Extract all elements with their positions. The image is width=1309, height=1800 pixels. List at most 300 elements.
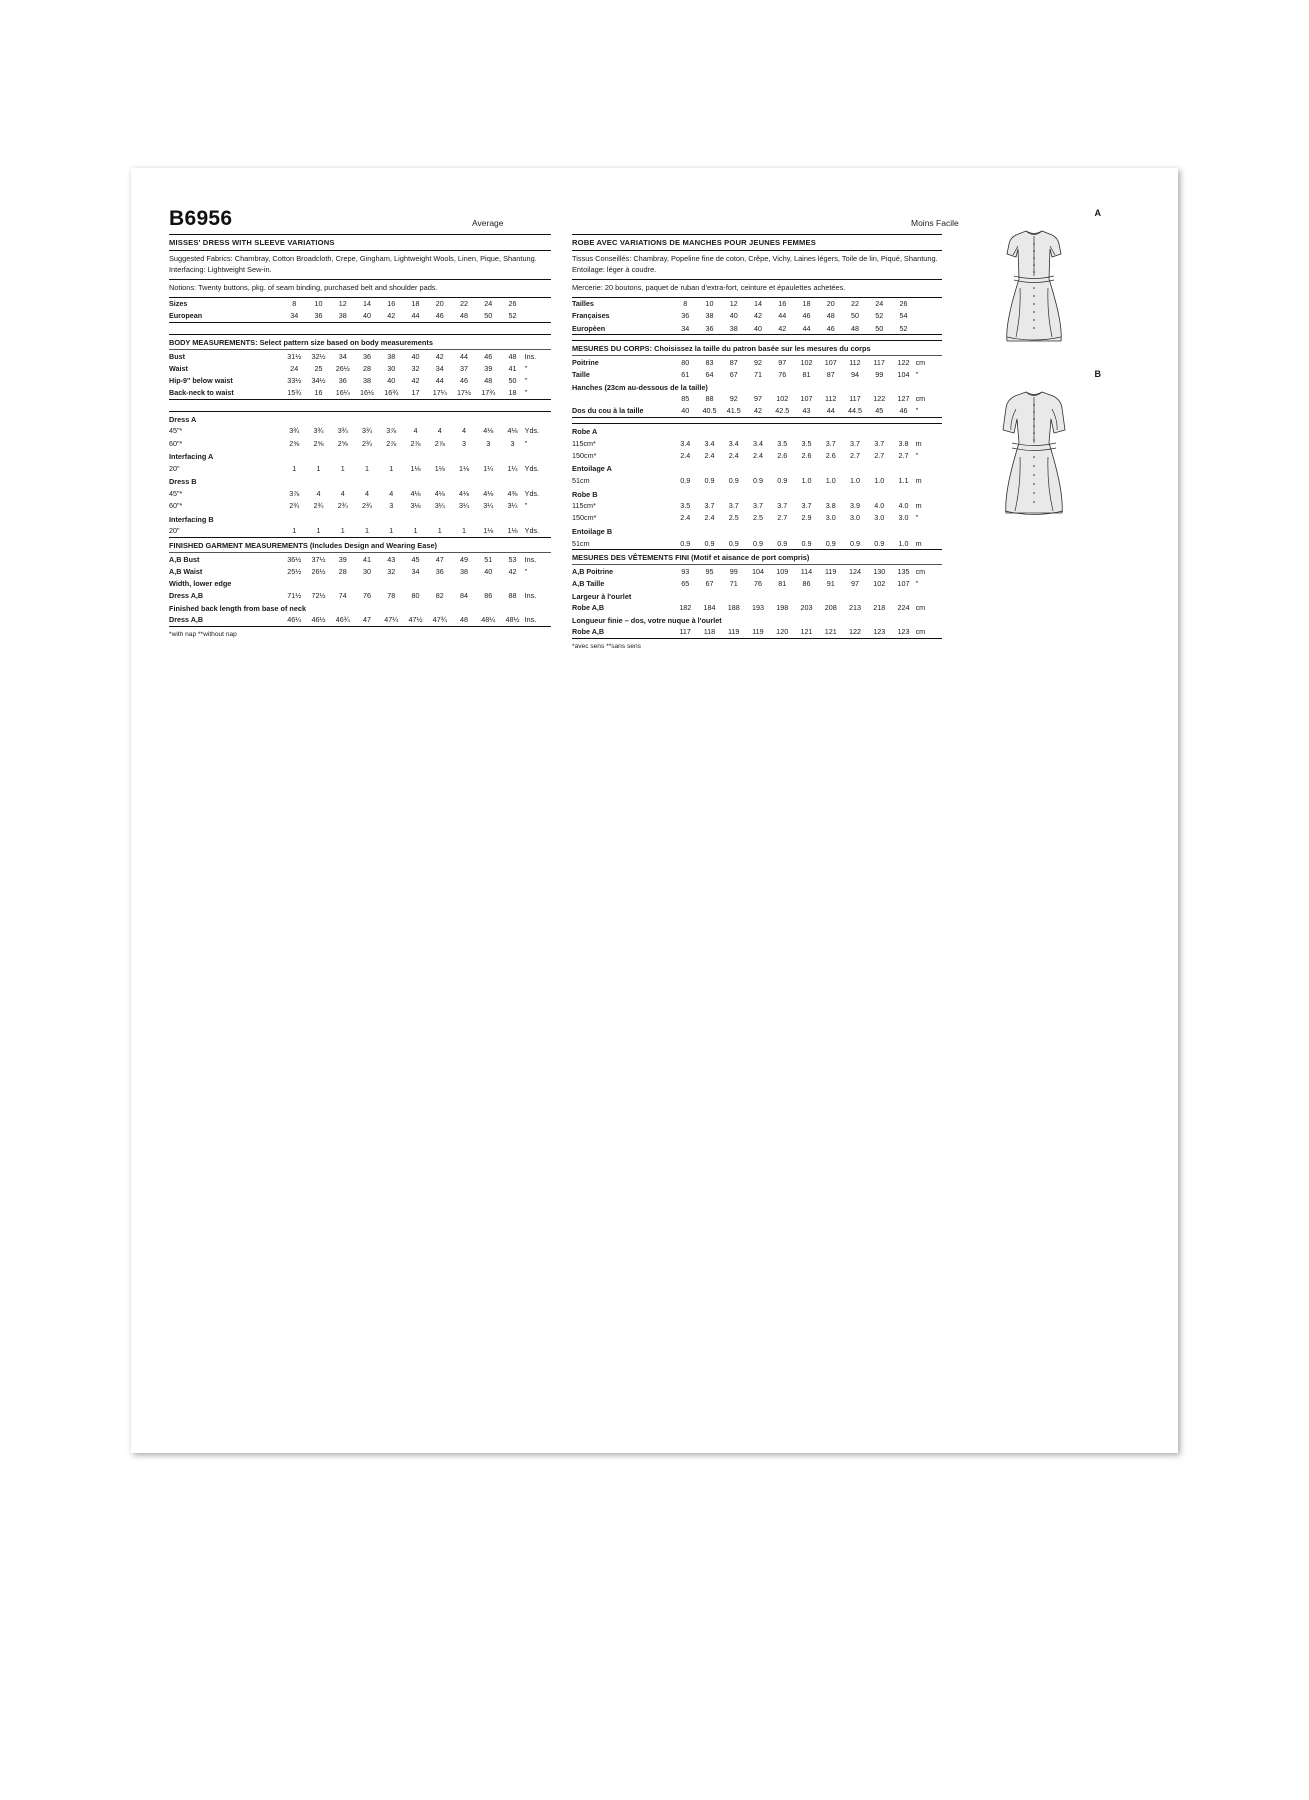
row-value: 2.6 <box>801 450 812 460</box>
row-value: 122 <box>897 357 910 367</box>
row-value: 208 <box>824 603 837 613</box>
row-value: 3⅛ <box>410 501 421 511</box>
row-value: 80 <box>681 357 690 367</box>
row-value: 48 <box>460 615 469 625</box>
row-value: 3⅞ <box>386 426 397 436</box>
row-value: 0.9 <box>704 475 715 485</box>
row-value: 4⅛ <box>483 426 494 436</box>
row-value: 41 <box>508 363 517 373</box>
row-value: 85 <box>681 394 690 404</box>
row-value: 2⅞ <box>386 438 397 448</box>
row-value: 42 <box>753 311 762 321</box>
table-row <box>572 537 942 549</box>
row-value: 15¾ <box>287 388 302 398</box>
row-value: 54 <box>899 311 908 321</box>
row-value: 78 <box>387 590 396 600</box>
row-unit: Yds. <box>524 426 540 436</box>
row-value: 3¾ <box>337 426 348 436</box>
row-value: 2.7 <box>874 450 885 460</box>
row-value: 1⅛ <box>483 526 494 536</box>
row-value: 47¾ <box>432 615 447 625</box>
table-row <box>169 462 551 474</box>
row-value: 3.4 <box>728 438 739 448</box>
figure-a <box>959 208 1109 353</box>
row-value: 2.6 <box>777 450 788 460</box>
row-value: 48 <box>850 323 859 333</box>
row-value: 39 <box>338 554 347 564</box>
row-value: 40.5 <box>702 406 717 416</box>
row-value: 36 <box>681 311 690 321</box>
row-value: 3.8 <box>898 438 909 448</box>
row-value: 3.7 <box>874 438 885 448</box>
divider <box>572 334 942 335</box>
row-value: 0.9 <box>874 538 885 548</box>
row-value: 99 <box>729 566 738 576</box>
row-value: 4⅛ <box>507 426 518 436</box>
row-value: 24 <box>290 363 299 373</box>
row-value: 3.4 <box>752 438 763 448</box>
row-label: 20" <box>169 463 180 473</box>
row-unit: " <box>915 370 919 380</box>
row-value: 4⅜ <box>507 488 518 498</box>
row-value: 42 <box>435 351 444 361</box>
row-value: 0.9 <box>752 475 763 485</box>
row-value: 4 <box>437 426 442 436</box>
row-value: 99 <box>875 370 884 380</box>
row-value: 1 <box>340 463 345 473</box>
row-value: 34 <box>435 363 444 373</box>
table-row <box>572 577 942 589</box>
table-row <box>572 626 942 638</box>
french-hip-table <box>572 393 942 417</box>
row-value: 38 <box>363 376 372 386</box>
row-value: 80 <box>411 590 420 600</box>
row-value: 52 <box>508 311 517 321</box>
row-value: 123 <box>897 627 910 637</box>
row-value: 46 <box>435 311 444 321</box>
row-unit: " <box>524 363 528 373</box>
table-row <box>572 310 942 322</box>
row-value: 40 <box>729 311 738 321</box>
row-value: 1.0 <box>898 538 909 548</box>
french-backlength-label: Longueur finie – dos, votre nuque à l'ourlet <box>572 615 722 625</box>
row-value: 1 <box>462 526 467 536</box>
row-value: 86 <box>802 578 811 588</box>
row-value: 94 <box>850 370 859 380</box>
row-value: 50 <box>850 311 859 321</box>
row-value: 44 <box>826 406 835 416</box>
row-unit: Yds. <box>524 463 540 473</box>
row-unit: Ins. <box>524 351 537 361</box>
english-title: MISSES' DRESS WITH SLEEVE VARIATIONS <box>169 238 335 247</box>
row-value: 42 <box>387 311 396 321</box>
row-value: 3.0 <box>898 513 909 523</box>
row-value: 102 <box>800 357 813 367</box>
row-value: 18 <box>411 299 420 309</box>
row-value: 84 <box>460 590 469 600</box>
row-value: 114 <box>800 566 813 576</box>
row-value: 119 <box>824 566 837 576</box>
row-unit: cm <box>915 603 926 613</box>
row-value: 42.5 <box>775 406 790 416</box>
row-value: 34½ <box>311 376 326 386</box>
row-value: 43 <box>802 406 811 416</box>
row-unit: cm <box>915 394 926 404</box>
row-value: 50 <box>484 311 493 321</box>
row-value: 1 <box>292 463 297 473</box>
figure-b-letter: B <box>1094 369 1101 379</box>
row-value: 2.4 <box>680 513 691 523</box>
french-size-table <box>572 298 942 335</box>
row-value: 1⅛ <box>434 463 445 473</box>
row-value: 97 <box>753 394 762 404</box>
row-value: 48¼ <box>481 615 496 625</box>
row-value: 112 <box>849 357 861 367</box>
row-value: 34 <box>411 566 420 576</box>
row-label: A,B Taille <box>572 578 605 588</box>
english-body-head: BODY MEASUREMENTS: Select pattern size based on body measurements <box>169 338 433 348</box>
row-value: 8 <box>292 299 297 309</box>
row-unit: m <box>915 475 922 485</box>
row-label: Dress A,B <box>169 615 204 625</box>
row-value: 119 <box>727 627 740 637</box>
row-value: 24 <box>875 299 884 309</box>
table-row <box>572 512 942 524</box>
row-value: 1 <box>413 526 418 536</box>
row-value: 0.9 <box>777 475 788 485</box>
table-row <box>572 405 942 417</box>
row-value: 46 <box>460 376 469 386</box>
row-value: 71 <box>729 578 738 588</box>
row-value: 40 <box>411 351 420 361</box>
row-label: A,B Waist <box>169 566 203 576</box>
row-value: 3.8 <box>825 501 836 511</box>
row-value: 3¾ <box>289 426 300 436</box>
row-value: 120 <box>776 627 789 637</box>
row-value: 3.4 <box>704 438 715 448</box>
french-fabrics: Tissus Conseillés: Chambray, Popeline fine de coton, Crêpe, Vichy, Laines légers, Toile de lin, Piqué, Shantung. Entoilage: léger à coudre. <box>572 254 938 275</box>
row-value: 47½ <box>408 615 423 625</box>
french-title: ROBE AVEC VARIATIONS DE MANCHES POUR JEUNES FEMMES <box>572 238 816 247</box>
row-value: 39 <box>484 363 493 373</box>
row-value: 97 <box>778 357 787 367</box>
row-value: 72½ <box>311 590 326 600</box>
row-unit <box>916 322 942 334</box>
row-value: 4⅛ <box>410 488 421 498</box>
row-value: 81 <box>802 370 811 380</box>
row-unit: " <box>524 438 528 448</box>
row-value: 47 <box>435 554 444 564</box>
row-value: 107 <box>897 578 910 588</box>
row-label: 20" <box>169 526 180 536</box>
row-value: 102 <box>873 578 886 588</box>
yardage-table <box>169 462 551 474</box>
table-row <box>572 500 942 512</box>
row-label: European <box>169 311 203 321</box>
row-value: 44 <box>460 351 469 361</box>
yardage-table <box>572 500 942 524</box>
row-value: 0.9 <box>680 475 691 485</box>
row-label: 115cm* <box>572 438 596 448</box>
row-value: 48 <box>508 351 517 361</box>
row-value: 8 <box>683 299 688 309</box>
figure-a-letter: A <box>1094 208 1101 218</box>
row-value: 4⅛ <box>483 488 494 498</box>
row-value: 3¾ <box>313 426 324 436</box>
row-value: 4 <box>462 426 467 436</box>
row-value: 218 <box>873 603 886 613</box>
row-value: 4 <box>365 488 370 498</box>
row-value: 93 <box>681 566 690 576</box>
table-row <box>169 350 551 362</box>
row-value: 47¼ <box>384 615 399 625</box>
row-label: 150cm* <box>572 450 597 460</box>
row-value: 44 <box>802 323 811 333</box>
table-row <box>169 425 551 437</box>
row-value: 47 <box>363 615 372 625</box>
row-value: 3.9 <box>849 501 860 511</box>
row-value: 0.9 <box>825 538 836 548</box>
table-row <box>169 487 551 499</box>
row-unit: m <box>915 501 922 511</box>
dress-view-a-illustration <box>974 218 1094 353</box>
row-value: 46 <box>802 311 811 321</box>
table-row <box>169 614 551 626</box>
row-label: 60"* <box>169 501 183 511</box>
table-row <box>169 525 551 537</box>
row-value: 38 <box>705 311 714 321</box>
row-unit: " <box>915 406 919 416</box>
row-label: 115cm* <box>572 501 596 511</box>
row-unit: Ins. <box>524 554 537 564</box>
row-value: 198 <box>776 603 789 613</box>
table-row <box>572 298 942 310</box>
english-backlength-table <box>169 614 551 626</box>
table-row <box>572 449 942 461</box>
row-value: 3.7 <box>704 501 715 511</box>
row-value: 2.7 <box>777 513 788 523</box>
row-label: Back-neck to waist <box>169 388 234 398</box>
row-value: 48½ <box>505 615 520 625</box>
row-value: 1.0 <box>849 475 860 485</box>
row-value: 3¼ <box>507 501 518 511</box>
row-value: 4.0 <box>874 501 885 511</box>
row-value: 2.5 <box>752 513 763 523</box>
french-column <box>572 234 942 650</box>
english-yardage-section <box>169 412 551 537</box>
row-value: 86 <box>484 590 493 600</box>
row-value: 53 <box>508 554 517 564</box>
english-footnote: *with nap **without nap <box>169 630 237 638</box>
row-value: 24 <box>484 299 493 309</box>
row-value: 4.0 <box>898 501 909 511</box>
row-value: 88 <box>705 394 714 404</box>
row-value: 12 <box>729 299 738 309</box>
row-value: 123 <box>873 627 886 637</box>
english-notions: Notions: Twenty buttons, pkg. of seam binding, purchased belt and shoulder pads. <box>169 282 438 292</box>
row-value: 104 <box>751 566 764 576</box>
row-unit <box>525 310 551 322</box>
french-hip-label: Hanches (23cm au-dessous de la taille) <box>572 382 708 392</box>
row-value: 76 <box>753 578 762 588</box>
row-value: 52 <box>875 311 884 321</box>
table-row <box>572 602 942 614</box>
row-label: 51cm <box>572 475 590 485</box>
row-value: 193 <box>751 603 764 613</box>
row-value: 213 <box>848 603 861 613</box>
row-value: 127 <box>897 394 910 404</box>
row-unit: Yds. <box>524 488 540 498</box>
english-size-table <box>169 298 551 322</box>
row-value: 4⅛ <box>459 488 470 498</box>
row-value: 71 <box>753 370 762 380</box>
row-value: 46½ <box>311 615 326 625</box>
table-row <box>572 368 942 380</box>
french-yardage-section <box>572 424 942 549</box>
row-value: 41.5 <box>726 406 741 416</box>
row-value: 22 <box>460 299 469 309</box>
yardage-table <box>572 437 942 461</box>
table-row <box>169 553 551 565</box>
row-value: 1 <box>316 526 321 536</box>
row-value: 64 <box>705 370 714 380</box>
table-row <box>572 322 942 334</box>
row-value: 34 <box>681 323 690 333</box>
english-width-table <box>169 589 551 601</box>
row-value: 4 <box>389 488 394 498</box>
row-value: 124 <box>848 566 861 576</box>
row-value: 1¼ <box>483 463 494 473</box>
row-value: 49 <box>460 554 469 564</box>
row-value: 16 <box>778 299 787 309</box>
row-label: 45"* <box>169 488 183 498</box>
table-row <box>169 374 551 386</box>
row-unit: Yds. <box>524 526 540 536</box>
row-value: 107 <box>800 394 813 404</box>
row-label: Tailles <box>572 299 594 309</box>
row-value: 122 <box>848 627 861 637</box>
row-value: 14 <box>363 299 372 309</box>
row-unit <box>916 298 942 310</box>
row-value: 0.9 <box>777 538 788 548</box>
row-value: 43 <box>387 554 396 564</box>
row-value: 1 <box>340 526 345 536</box>
row-value: 1.0 <box>801 475 812 485</box>
yardage-group-label: Interfacing A <box>169 452 214 462</box>
row-value: 40 <box>681 406 690 416</box>
divider <box>572 417 942 418</box>
row-value: 3 <box>510 438 515 448</box>
row-value: 28 <box>363 363 372 373</box>
table-row <box>572 356 942 368</box>
row-value: 74 <box>338 590 347 600</box>
yardage-group-label: Robe A <box>572 427 598 436</box>
table-row <box>572 474 942 486</box>
table-row <box>169 298 551 310</box>
row-label: A,B Poitrine <box>572 566 614 576</box>
row-value: 16 <box>314 388 323 398</box>
row-unit: cm <box>915 566 926 576</box>
row-value: 48 <box>484 376 493 386</box>
row-label: Hip-9" below waist <box>169 376 233 386</box>
french-backlength-table <box>572 626 942 638</box>
row-unit: " <box>915 578 919 588</box>
table-row <box>169 387 551 399</box>
row-value: 46 <box>484 351 493 361</box>
row-value: 203 <box>800 603 813 613</box>
row-value: 44 <box>778 311 787 321</box>
row-value: 2.4 <box>752 450 763 460</box>
row-value: 67 <box>705 578 714 588</box>
row-value: 87 <box>729 357 738 367</box>
row-value: 3¾ <box>362 426 373 436</box>
row-label: Taille <box>572 370 590 380</box>
row-value: 32½ <box>311 351 326 361</box>
row-value: 40 <box>363 311 372 321</box>
row-value: 2¾ <box>313 501 324 511</box>
row-value: 2.5 <box>728 513 739 523</box>
row-label: 60"* <box>169 438 183 448</box>
row-value: 18 <box>508 388 517 398</box>
row-value: 36 <box>314 311 323 321</box>
row-value: 122 <box>873 394 886 404</box>
row-value: 71½ <box>287 590 302 600</box>
row-value: 119 <box>752 627 764 637</box>
figure-b <box>959 369 1109 529</box>
english-column <box>169 234 551 638</box>
english-finished-table <box>169 553 551 577</box>
row-label: Sizes <box>169 299 188 309</box>
row-value: 40 <box>387 376 396 386</box>
row-value: 25 <box>314 363 323 373</box>
row-value: 0.9 <box>728 538 739 548</box>
row-value: 18 <box>802 299 811 309</box>
yardage-group-label: Dress A <box>169 414 197 424</box>
row-value: 2.7 <box>898 450 909 460</box>
row-value: 117 <box>873 357 885 367</box>
row-value: 41 <box>363 554 372 564</box>
row-value: 1 <box>365 526 370 536</box>
table-row <box>572 393 942 405</box>
row-value: 46¾ <box>335 615 350 625</box>
table-row <box>169 565 551 577</box>
row-value: 26½ <box>311 566 326 576</box>
row-value: 38 <box>387 351 396 361</box>
row-value: 3 <box>389 501 394 511</box>
row-unit: " <box>524 566 528 576</box>
table-row <box>169 310 551 322</box>
row-value: 2⅞ <box>434 438 445 448</box>
english-width-label: Width, lower edge <box>169 579 232 589</box>
row-value: 26½ <box>335 363 350 373</box>
english-backlength-label: Finished back length from base of neck <box>169 603 307 613</box>
row-value: 38 <box>338 311 347 321</box>
french-width-label: Largeur à l'ourlet <box>572 591 632 601</box>
row-value: 88 <box>508 590 517 600</box>
pattern-number: B6956 <box>169 207 233 230</box>
row-unit: Ins. <box>524 590 537 600</box>
row-value: 32 <box>411 363 420 373</box>
row-value: 51 <box>484 554 493 564</box>
row-value: 182 <box>679 603 692 613</box>
row-value: 3¼ <box>434 501 445 511</box>
yardage-group-label: Interfacing B <box>169 514 214 524</box>
row-label: Robe A,B <box>572 603 605 613</box>
row-value: 3.7 <box>801 501 812 511</box>
row-value: 42 <box>778 323 787 333</box>
row-value: 2.9 <box>801 513 812 523</box>
sheet-content <box>169 208 1142 1433</box>
